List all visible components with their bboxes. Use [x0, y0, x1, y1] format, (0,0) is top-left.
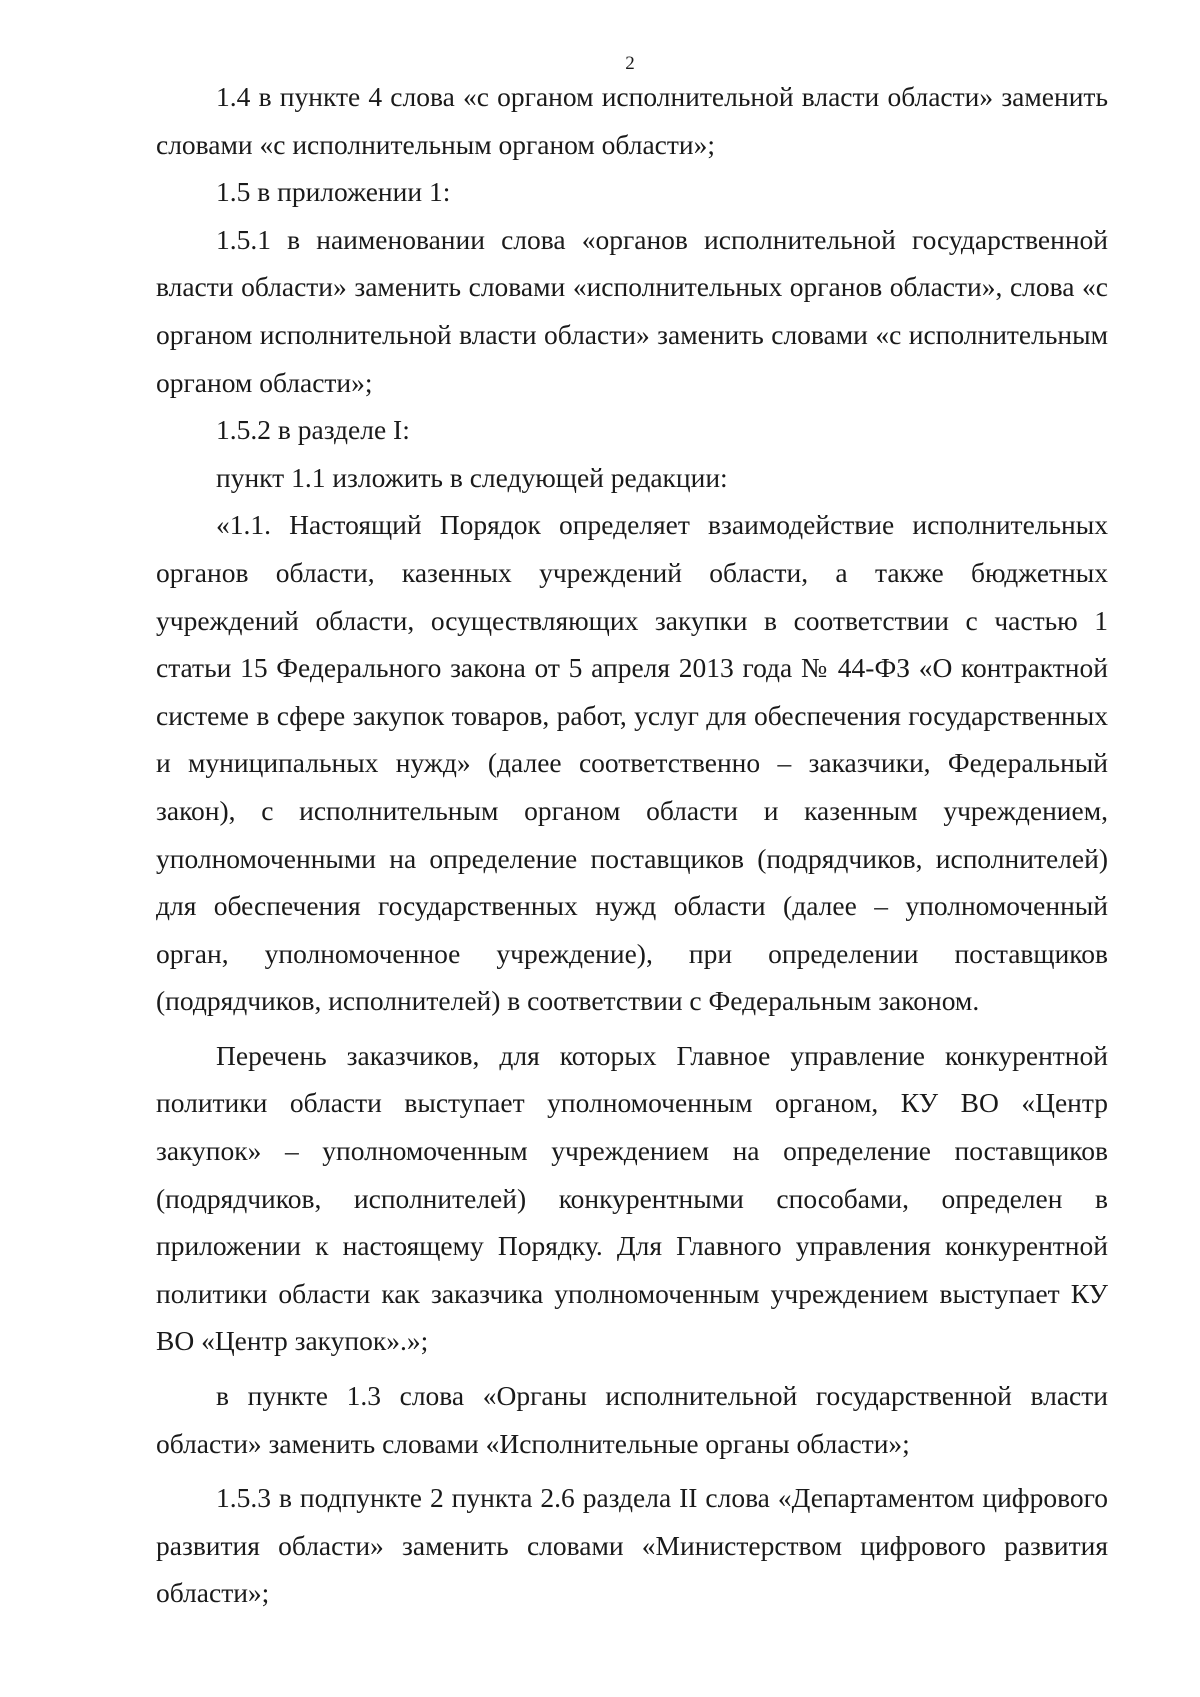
- paragraph-1-5-3: 1.5.3 в подпункте 2 пункта 2.6 раздела II слова «Департаментом цифрового развития области» заменить словами «Министерством цифрового развития области»;: [156, 1482, 1108, 1609]
- paragraph-1-5-1: 1.5.1 в наименовании слова «органов исполнительной государственной власти области» заменить словами «исполнительных органов области», слова «с органом исполнительной власти области» заменить словами «с исполнительным органом области»;: [156, 223, 1108, 398]
- document-body: [156, 73, 1108, 1617]
- paragraph-customers-list: Перечень заказчиков, для которых Главное управление конкурентной политики области выступает уполномоченным органом, КУ ВО «Центр закупок» – уполномоченным учреждением на определение поставщиков (подрядчиков, исполнителей) конкурентными способами, определен в приложении к настоящему Порядку. Для Главного управления конкурентной политики области как заказчика уполномоченным учреждением выступает КУ ВО «Центр закупок».»;: [156, 1039, 1108, 1357]
- paragraph-1-5: 1.5 в приложении 1:: [216, 176, 451, 208]
- paragraph-point-1-1-intro: пункт 1.1 изложить в следующей редакции:: [216, 461, 728, 493]
- paragraph-point-1-1-text: «1.1. Настоящий Порядок определяет взаимодействие исполнительных органов области, казенных учреждений области, а также бюджетных учреждений области, осуществляющих закупки в соответствии с частью 1 статьи 15 Федерального закона от 5 апреля 2013 года № 44-ФЗ «О контрактной системе в сфере закупок товаров, работ, услуг для обеспечения государственных и муниципальных нужд» (далее соответственно – заказчики, Федеральный закон), с исполнительным органом области и казенным учреждением, уполномоченными на определение поставщиков (подрядчиков, исполнителей) для обеспечения государственных нужд области (далее – уполномоченный орган, уполномоченное учреждение), при определении поставщиков (подрядчиков, исполнителей) в соответствии с Федеральным законом.: [156, 509, 1108, 1017]
- paragraph-1-4: 1.4 в пункте 4 слова «с органом исполнительной власти области» заменить словами «с исполнительным органом области»;: [156, 81, 1108, 160]
- paragraph-1-5-2: 1.5.2 в разделе I:: [216, 414, 410, 446]
- page-number: 2: [625, 53, 635, 74]
- paragraph-point-1-3: в пункте 1.3 слова «Органы исполнительной государственной власти области» заменить словами «Исполнительные органы области»;: [156, 1380, 1108, 1459]
